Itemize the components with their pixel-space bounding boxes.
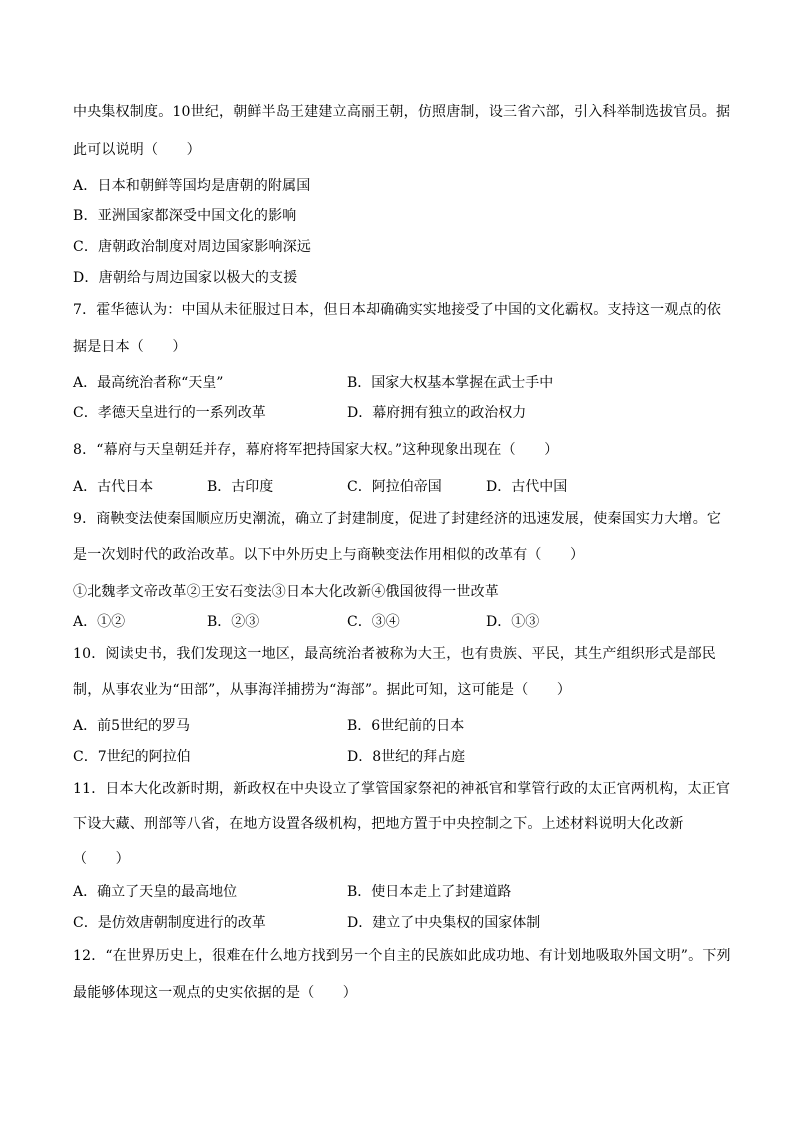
- q11-text-line3: （ ）: [73, 851, 130, 867]
- q7-option-a[interactable]: A．最高统治者称“天皇”: [73, 375, 224, 391]
- q10-option-c[interactable]: C．7世纪的阿拉伯: [73, 749, 191, 765]
- q11-option-b[interactable]: B．使日本走上了封建道路: [347, 884, 512, 900]
- q9-option-b[interactable]: B．②③: [207, 614, 260, 630]
- q6-text-line1: 中央集权制度。10世纪，朝鲜半岛王建建立高丽王朝，仿照唐制，设三省六部，引入科举制选拔官员。据: [73, 104, 731, 120]
- q10-options-row2: [73, 748, 733, 766]
- q12-text-line1: 12．“在世界历史上，很难在什么地方找到另一个自主的民族如此成功地、有计划地吸取外国文明”。下列: [73, 948, 731, 964]
- q10-option-a[interactable]: A．前5世纪的罗马: [73, 718, 191, 734]
- q9-option-d[interactable]: D．①③: [486, 614, 540, 630]
- q7-options-row2: [73, 404, 733, 422]
- q6-option-a[interactable]: A．日本和朝鲜等国均是唐朝的附属国: [73, 178, 311, 194]
- q11-text-line1: 11．日本大化改新时期，新政权在中央设立了掌管国家祭祀的神祇官和掌管行政的太正官两机构，太正官: [73, 781, 731, 797]
- q10-options-row1: [73, 717, 733, 735]
- q10-option-d[interactable]: D．8世纪的拜占庭: [347, 749, 466, 765]
- q11-text-line2: 下设大藏、刑部等八省，在地方设置各级机构，把地方置于中央控制之下。上述材料说明大化改新: [73, 816, 684, 832]
- q9-text-line2: 是一次划时代的政治改革。以下中外历史上与商鞅变法作用相似的改革有（ ）: [73, 547, 585, 563]
- q7-option-c[interactable]: C．孝德天皇进行的一系列改革: [73, 405, 266, 421]
- q9-option-a[interactable]: A．①②: [73, 614, 126, 630]
- q11-options-row1: [73, 883, 733, 901]
- q9-option-c[interactable]: C．③④: [347, 614, 400, 630]
- q10-option-b[interactable]: B．6世纪前的日本: [347, 718, 465, 734]
- q9-text-line1: 9．商鞅变法使秦国顺应历史潮流，确立了封建制度，促进了封建经济的迅速发展，使秦国实力大增。它: [73, 511, 722, 527]
- q11-option-d[interactable]: D．建立了中央集权的国家体制: [347, 915, 541, 931]
- q7-text-line2: 据是日本（ ）: [73, 339, 187, 355]
- q11-option-a[interactable]: A．确立了天皇的最高地位: [73, 884, 238, 900]
- q7-options-row1: [73, 374, 733, 392]
- q8-options-row: [73, 478, 733, 496]
- q7-option-d[interactable]: D．幕府拥有独立的政治权力: [347, 405, 527, 421]
- q7-text-line1: 7．霍华德认为：中国从未征服过日本，但日本却确确实实地接受了中国的文化霸权。支持这一观点的依: [73, 302, 722, 318]
- q8-option-d[interactable]: D．古代中国: [486, 479, 568, 495]
- q7-option-b[interactable]: B．国家大权基本掌握在武士手中: [347, 375, 554, 391]
- q6-option-c[interactable]: C．唐朝政治制度对周边国家影响深远: [73, 239, 312, 255]
- q8-option-a[interactable]: A．古代日本: [73, 479, 154, 495]
- q6-option-b[interactable]: B．亚洲国家都深受中国文化的影响: [73, 208, 297, 224]
- q8-option-c[interactable]: C．阿拉伯帝国: [347, 479, 442, 495]
- q10-text-line2: 制，从事农业为“田部”，从事海洋捕捞为“海部”。据此可知，这可能是（ ）: [73, 682, 572, 698]
- q9-options-row: [73, 613, 733, 631]
- q8-option-b[interactable]: B．古印度: [207, 479, 274, 495]
- q6-text-line2: 此可以说明（ ）: [73, 142, 201, 158]
- q8-text-line1: 8．“幕府与天皇朝廷并存，幕府将军把持国家大权。”这种现象出现在（ ）: [73, 442, 559, 458]
- q10-text-line1: 10．阅读史书，我们发现这一地区，最高统治者被称为大王，也有贵族、平民，其生产组织形式是部民: [73, 646, 717, 662]
- q6-option-d[interactable]: D．唐朝给与周边国家以极大的支援: [73, 270, 298, 286]
- q11-options-row2: [73, 914, 733, 932]
- q9-text-line3: ①北魏孝文帝改革②王安石变法③日本大化改新④俄国彼得一世改革: [73, 584, 499, 600]
- q12-text-line2: 最能够体现这一观点的史实依据的是（ ）: [73, 985, 357, 1001]
- q11-option-c[interactable]: C．是仿效唐朝制度进行的改革: [73, 915, 266, 931]
